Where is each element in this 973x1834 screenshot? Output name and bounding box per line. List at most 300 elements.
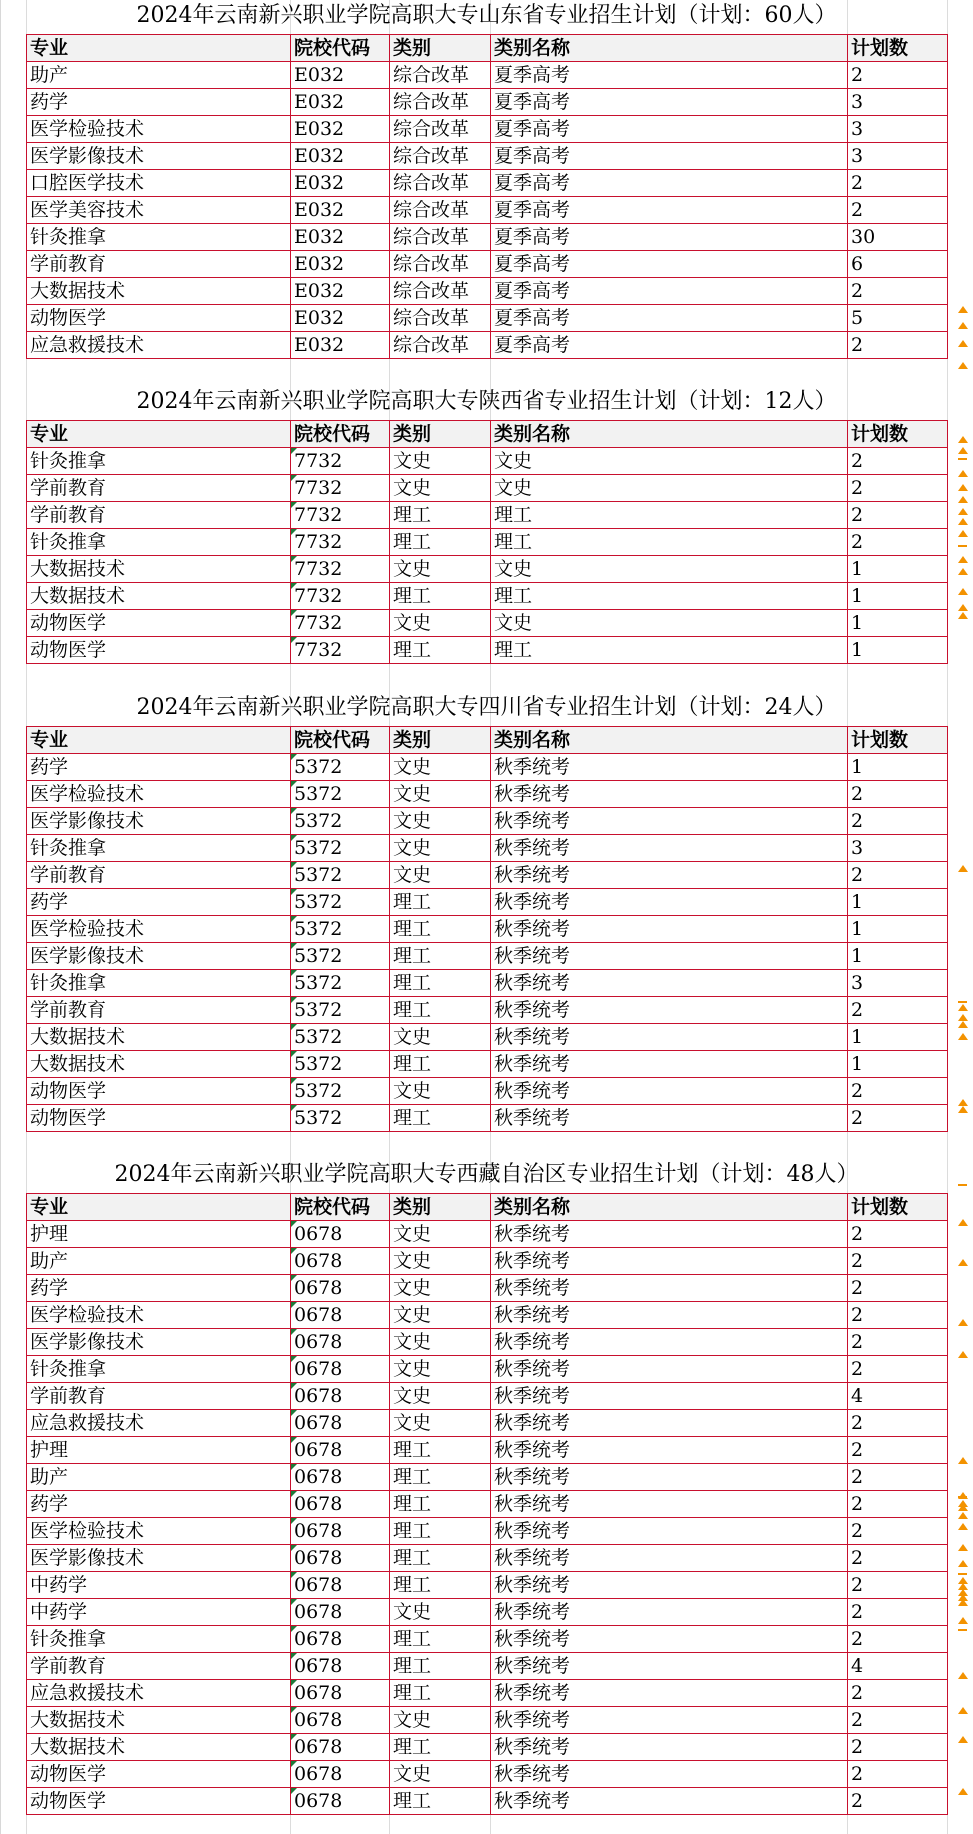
cell-category[interactable]: 理工 <box>390 1105 491 1132</box>
cell-category-name[interactable]: 秋季统考 <box>491 1383 848 1410</box>
cell-school-code[interactable]: 7732 <box>291 556 390 583</box>
cell-major[interactable]: 助产 <box>27 1248 291 1275</box>
cell-category-name[interactable]: 秋季统考 <box>491 1078 848 1105</box>
column-header[interactable]: 院校代码 <box>291 35 390 62</box>
cell-school-code[interactable]: E032 <box>291 170 390 197</box>
cell-major[interactable]: 医学检验技术 <box>27 1518 291 1545</box>
cell-plan-count[interactable]: 2 <box>848 1437 948 1464</box>
cell-category[interactable]: 理工 <box>390 1653 491 1680</box>
cell-plan-count[interactable]: 2 <box>848 502 948 529</box>
cell-plan-count[interactable]: 2 <box>848 197 948 224</box>
cell-plan-count[interactable]: 1 <box>848 637 948 664</box>
cell-plan-count[interactable]: 4 <box>848 1383 948 1410</box>
cell-category[interactable]: 综合改革 <box>390 251 491 278</box>
cell-major[interactable]: 针灸推拿 <box>27 224 291 251</box>
cell-school-code[interactable]: 7732 <box>291 637 390 664</box>
cell-category[interactable]: 理工 <box>390 997 491 1024</box>
column-header[interactable]: 类别 <box>390 1194 491 1221</box>
cell-school-code[interactable]: 7732 <box>291 610 390 637</box>
cell-school-code[interactable]: 0678 <box>291 1302 390 1329</box>
cell-category-name[interactable]: 夏季高考 <box>491 251 848 278</box>
column-header[interactable]: 专业 <box>27 35 291 62</box>
cell-category-name[interactable]: 秋季统考 <box>491 1626 848 1653</box>
cell-category-name[interactable]: 文史 <box>491 448 848 475</box>
cell-category[interactable]: 综合改革 <box>390 197 491 224</box>
cell-plan-count[interactable]: 2 <box>848 1329 948 1356</box>
cell-category-name[interactable]: 秋季统考 <box>491 1707 848 1734</box>
cell-plan-count[interactable]: 1 <box>848 889 948 916</box>
cell-school-code[interactable]: E032 <box>291 116 390 143</box>
cell-major[interactable]: 医学美容技术 <box>27 197 291 224</box>
cell-school-code[interactable]: 0678 <box>291 1464 390 1491</box>
cell-plan-count[interactable]: 2 <box>848 862 948 889</box>
cell-school-code[interactable]: E032 <box>291 197 390 224</box>
cell-category-name[interactable]: 秋季统考 <box>491 1437 848 1464</box>
cell-category-name[interactable]: 秋季统考 <box>491 1653 848 1680</box>
cell-major[interactable]: 针灸推拿 <box>27 970 291 997</box>
cell-category-name[interactable]: 文史 <box>491 556 848 583</box>
cell-plan-count[interactable]: 1 <box>848 943 948 970</box>
cell-major[interactable]: 大数据技术 <box>27 583 291 610</box>
cell-plan-count[interactable]: 2 <box>848 1275 948 1302</box>
cell-school-code[interactable]: 5372 <box>291 1105 390 1132</box>
cell-plan-count[interactable]: 2 <box>848 1464 948 1491</box>
cell-school-code[interactable]: 0678 <box>291 1491 390 1518</box>
cell-plan-count[interactable]: 2 <box>848 475 948 502</box>
cell-major[interactable]: 医学影像技术 <box>27 143 291 170</box>
cell-major[interactable]: 大数据技术 <box>27 278 291 305</box>
cell-major[interactable]: 应急救援技术 <box>27 332 291 359</box>
cell-category-name[interactable]: 秋季统考 <box>491 889 848 916</box>
cell-plan-count[interactable]: 1 <box>848 583 948 610</box>
cell-school-code[interactable]: 7732 <box>291 583 390 610</box>
cell-category-name[interactable]: 秋季统考 <box>491 1105 848 1132</box>
cell-category-name[interactable]: 秋季统考 <box>491 970 848 997</box>
cell-plan-count[interactable]: 2 <box>848 1518 948 1545</box>
cell-category[interactable]: 理工 <box>390 1788 491 1815</box>
cell-plan-count[interactable]: 3 <box>848 143 948 170</box>
cell-category[interactable]: 理工 <box>390 1734 491 1761</box>
cell-school-code[interactable]: 5372 <box>291 889 390 916</box>
cell-school-code[interactable]: E032 <box>291 278 390 305</box>
cell-major[interactable]: 学前教育 <box>27 1653 291 1680</box>
cell-major[interactable]: 应急救援技术 <box>27 1680 291 1707</box>
cell-major[interactable]: 大数据技术 <box>27 556 291 583</box>
cell-major[interactable]: 医学影像技术 <box>27 808 291 835</box>
cell-plan-count[interactable]: 2 <box>848 278 948 305</box>
cell-plan-count[interactable]: 2 <box>848 808 948 835</box>
cell-category[interactable]: 理工 <box>390 943 491 970</box>
cell-major[interactable]: 动物医学 <box>27 1761 291 1788</box>
cell-category-name[interactable]: 秋季统考 <box>491 1302 848 1329</box>
cell-major[interactable]: 医学检验技术 <box>27 1302 291 1329</box>
cell-category[interactable]: 文史 <box>390 1248 491 1275</box>
cell-category[interactable]: 理工 <box>390 502 491 529</box>
cell-plan-count[interactable]: 2 <box>848 1491 948 1518</box>
cell-category[interactable]: 综合改革 <box>390 62 491 89</box>
cell-plan-count[interactable]: 4 <box>848 1653 948 1680</box>
cell-category[interactable]: 文史 <box>390 781 491 808</box>
cell-school-code[interactable]: 0678 <box>291 1356 390 1383</box>
cell-school-code[interactable]: 7732 <box>291 529 390 556</box>
cell-school-code[interactable]: 5372 <box>291 862 390 889</box>
column-header[interactable]: 专业 <box>27 727 291 754</box>
cell-plan-count[interactable]: 1 <box>848 610 948 637</box>
cell-category-name[interactable]: 夏季高考 <box>491 143 848 170</box>
column-header[interactable]: 专业 <box>27 1194 291 1221</box>
column-header[interactable]: 类别名称 <box>491 421 848 448</box>
cell-school-code[interactable]: 5372 <box>291 970 390 997</box>
cell-plan-count[interactable]: 3 <box>848 116 948 143</box>
cell-plan-count[interactable]: 2 <box>848 1545 948 1572</box>
cell-school-code[interactable]: 0678 <box>291 1437 390 1464</box>
cell-category-name[interactable]: 夏季高考 <box>491 170 848 197</box>
cell-category-name[interactable]: 夏季高考 <box>491 197 848 224</box>
cell-major[interactable]: 学前教育 <box>27 1383 291 1410</box>
cell-category[interactable]: 文史 <box>390 556 491 583</box>
cell-major[interactable]: 医学检验技术 <box>27 116 291 143</box>
cell-category-name[interactable]: 秋季统考 <box>491 1051 848 1078</box>
cell-major[interactable]: 学前教育 <box>27 475 291 502</box>
cell-category[interactable]: 理工 <box>390 970 491 997</box>
column-header[interactable]: 类别名称 <box>491 1194 848 1221</box>
cell-category-name[interactable]: 秋季统考 <box>491 1734 848 1761</box>
cell-plan-count[interactable]: 2 <box>848 332 948 359</box>
cell-major[interactable]: 学前教育 <box>27 502 291 529</box>
cell-category[interactable]: 综合改革 <box>390 116 491 143</box>
cell-plan-count[interactable]: 1 <box>848 1051 948 1078</box>
column-header[interactable]: 院校代码 <box>291 1194 390 1221</box>
cell-plan-count[interactable]: 2 <box>848 1572 948 1599</box>
cell-category-name[interactable]: 秋季统考 <box>491 1788 848 1815</box>
cell-major[interactable]: 大数据技术 <box>27 1051 291 1078</box>
cell-category[interactable]: 理工 <box>390 1572 491 1599</box>
cell-category-name[interactable]: 秋季统考 <box>491 1356 848 1383</box>
column-header[interactable]: 类别名称 <box>491 35 848 62</box>
cell-school-code[interactable]: 0678 <box>291 1248 390 1275</box>
cell-school-code[interactable]: 0678 <box>291 1518 390 1545</box>
cell-major[interactable]: 中药学 <box>27 1599 291 1626</box>
cell-category[interactable]: 理工 <box>390 1491 491 1518</box>
cell-category-name[interactable]: 理工 <box>491 529 848 556</box>
cell-category[interactable]: 文史 <box>390 1024 491 1051</box>
cell-major[interactable]: 护理 <box>27 1221 291 1248</box>
cell-major[interactable]: 医学影像技术 <box>27 1329 291 1356</box>
cell-major[interactable]: 针灸推拿 <box>27 1626 291 1653</box>
cell-category-name[interactable]: 秋季统考 <box>491 1518 848 1545</box>
cell-school-code[interactable]: E032 <box>291 224 390 251</box>
column-header[interactable]: 计划数 <box>848 727 948 754</box>
cell-school-code[interactable]: 0678 <box>291 1761 390 1788</box>
cell-category[interactable]: 理工 <box>390 1680 491 1707</box>
cell-major[interactable]: 大数据技术 <box>27 1024 291 1051</box>
cell-major[interactable]: 药学 <box>27 754 291 781</box>
cell-category[interactable]: 综合改革 <box>390 305 491 332</box>
cell-major[interactable]: 动物医学 <box>27 1788 291 1815</box>
column-header[interactable]: 院校代码 <box>291 421 390 448</box>
cell-school-code[interactable]: 5372 <box>291 1024 390 1051</box>
cell-school-code[interactable]: 5372 <box>291 808 390 835</box>
cell-category-name[interactable]: 秋季统考 <box>491 1599 848 1626</box>
cell-plan-count[interactable]: 3 <box>848 970 948 997</box>
cell-category-name[interactable]: 秋季统考 <box>491 1491 848 1518</box>
cell-category-name[interactable]: 夏季高考 <box>491 62 848 89</box>
cell-category[interactable]: 综合改革 <box>390 224 491 251</box>
cell-major[interactable]: 动物医学 <box>27 610 291 637</box>
column-header[interactable]: 计划数 <box>848 421 948 448</box>
cell-major[interactable]: 动物医学 <box>27 1078 291 1105</box>
cell-category[interactable]: 理工 <box>390 916 491 943</box>
cell-plan-count[interactable]: 2 <box>848 1761 948 1788</box>
cell-plan-count[interactable]: 1 <box>848 1024 948 1051</box>
cell-category[interactable]: 理工 <box>390 1545 491 1572</box>
cell-category[interactable]: 理工 <box>390 889 491 916</box>
cell-plan-count[interactable]: 2 <box>848 170 948 197</box>
cell-category[interactable]: 文史 <box>390 1275 491 1302</box>
cell-major[interactable]: 口腔医学技术 <box>27 170 291 197</box>
cell-category-name[interactable]: 秋季统考 <box>491 754 848 781</box>
cell-school-code[interactable]: 7732 <box>291 475 390 502</box>
cell-school-code[interactable]: E032 <box>291 305 390 332</box>
cell-category[interactable]: 文史 <box>390 1221 491 1248</box>
cell-plan-count[interactable]: 2 <box>848 1626 948 1653</box>
cell-category[interactable]: 文史 <box>390 1761 491 1788</box>
cell-plan-count[interactable]: 3 <box>848 835 948 862</box>
cell-major[interactable]: 药学 <box>27 889 291 916</box>
cell-plan-count[interactable]: 1 <box>848 916 948 943</box>
cell-school-code[interactable]: 5372 <box>291 835 390 862</box>
cell-school-code[interactable]: E032 <box>291 89 390 116</box>
cell-plan-count[interactable]: 2 <box>848 448 948 475</box>
cell-school-code[interactable]: 0678 <box>291 1599 390 1626</box>
cell-major[interactable]: 动物医学 <box>27 305 291 332</box>
cell-school-code[interactable]: 0678 <box>291 1410 390 1437</box>
cell-major[interactable]: 动物医学 <box>27 637 291 664</box>
cell-major[interactable]: 药学 <box>27 1491 291 1518</box>
cell-category-name[interactable]: 秋季统考 <box>491 1221 848 1248</box>
cell-plan-count[interactable]: 2 <box>848 1078 948 1105</box>
cell-category[interactable]: 文史 <box>390 808 491 835</box>
cell-major[interactable]: 医学影像技术 <box>27 1545 291 1572</box>
cell-category[interactable]: 理工 <box>390 1626 491 1653</box>
cell-category-name[interactable]: 理工 <box>491 583 848 610</box>
cell-category-name[interactable]: 理工 <box>491 502 848 529</box>
cell-category[interactable]: 文史 <box>390 835 491 862</box>
table-row <box>27 1221 948 1248</box>
cell-school-code[interactable]: 0678 <box>291 1383 390 1410</box>
cell-plan-count[interactable]: 2 <box>848 1680 948 1707</box>
cell-major[interactable]: 助产 <box>27 62 291 89</box>
column-header[interactable]: 专业 <box>27 421 291 448</box>
cell-category-name[interactable]: 秋季统考 <box>491 943 848 970</box>
cell-category[interactable]: 理工 <box>390 1437 491 1464</box>
cell-category[interactable]: 理工 <box>390 583 491 610</box>
cell-category[interactable]: 文史 <box>390 1707 491 1734</box>
cell-school-code[interactable]: 5372 <box>291 781 390 808</box>
cell-category[interactable]: 文史 <box>390 1329 491 1356</box>
cell-category[interactable]: 理工 <box>390 1051 491 1078</box>
cell-major[interactable]: 助产 <box>27 1464 291 1491</box>
column-header[interactable]: 院校代码 <box>291 727 390 754</box>
cell-major[interactable]: 应急救援技术 <box>27 1410 291 1437</box>
cell-major[interactable]: 动物医学 <box>27 1105 291 1132</box>
column-header[interactable]: 类别名称 <box>491 727 848 754</box>
cell-school-code[interactable]: 5372 <box>291 1078 390 1105</box>
cell-category[interactable]: 综合改革 <box>390 143 491 170</box>
cell-category[interactable]: 文史 <box>390 1302 491 1329</box>
cell-category-name[interactable]: 夏季高考 <box>491 278 848 305</box>
cell-category[interactable]: 综合改革 <box>390 278 491 305</box>
cell-plan-count[interactable]: 2 <box>848 997 948 1024</box>
cell-category[interactable]: 综合改革 <box>390 332 491 359</box>
cell-category-name[interactable]: 秋季统考 <box>491 835 848 862</box>
cell-school-code[interactable]: 5372 <box>291 1051 390 1078</box>
column-header[interactable]: 计划数 <box>848 1194 948 1221</box>
cell-major[interactable]: 药学 <box>27 89 291 116</box>
cell-category-name[interactable]: 秋季统考 <box>491 1275 848 1302</box>
column-header[interactable]: 计划数 <box>848 35 948 62</box>
cell-category-name[interactable]: 夏季高考 <box>491 305 848 332</box>
cell-major[interactable]: 大数据技术 <box>27 1734 291 1761</box>
cell-plan-count[interactable]: 2 <box>848 1221 948 1248</box>
cell-category[interactable]: 文史 <box>390 1383 491 1410</box>
cell-school-code[interactable]: 0678 <box>291 1680 390 1707</box>
cell-plan-count[interactable]: 1 <box>848 556 948 583</box>
cell-school-code[interactable]: E032 <box>291 332 390 359</box>
cell-major[interactable]: 医学检验技术 <box>27 781 291 808</box>
cell-category[interactable]: 文史 <box>390 448 491 475</box>
cell-plan-count[interactable]: 2 <box>848 62 948 89</box>
cell-school-code[interactable]: E032 <box>291 251 390 278</box>
cell-major[interactable]: 学前教育 <box>27 862 291 889</box>
cell-category[interactable]: 文史 <box>390 1078 491 1105</box>
cell-category[interactable]: 文史 <box>390 610 491 637</box>
cell-major[interactable]: 医学影像技术 <box>27 943 291 970</box>
cell-category-name[interactable]: 文史 <box>491 475 848 502</box>
plan-table <box>26 726 948 1132</box>
cell-school-code[interactable]: 0678 <box>291 1275 390 1302</box>
cell-category-name[interactable]: 夏季高考 <box>491 332 848 359</box>
cell-major[interactable]: 针灸推拿 <box>27 529 291 556</box>
cell-school-code[interactable]: 0678 <box>291 1734 390 1761</box>
cell-school-code[interactable]: 5372 <box>291 943 390 970</box>
cell-major[interactable]: 护理 <box>27 1437 291 1464</box>
cell-plan-count[interactable]: 2 <box>848 1410 948 1437</box>
cell-category-name[interactable]: 秋季统考 <box>491 1329 848 1356</box>
cell-category-name[interactable]: 秋季统考 <box>491 1248 848 1275</box>
cell-category[interactable]: 文史 <box>390 1410 491 1437</box>
cell-school-code[interactable]: 5372 <box>291 754 390 781</box>
cell-major[interactable]: 大数据技术 <box>27 1707 291 1734</box>
cell-school-code[interactable]: 5372 <box>291 916 390 943</box>
cell-category-name[interactable]: 秋季统考 <box>491 1024 848 1051</box>
cell-school-code[interactable]: 0678 <box>291 1221 390 1248</box>
cell-category-name[interactable]: 文史 <box>491 610 848 637</box>
cell-category-name[interactable]: 秋季统考 <box>491 1761 848 1788</box>
cell-category-name[interactable]: 秋季统考 <box>491 1680 848 1707</box>
cell-major[interactable]: 医学检验技术 <box>27 916 291 943</box>
cell-plan-count[interactable]: 2 <box>848 1105 948 1132</box>
cell-plan-count[interactable]: 2 <box>848 1599 948 1626</box>
cell-category-name[interactable]: 夏季高考 <box>491 89 848 116</box>
cell-school-code[interactable]: 0678 <box>291 1572 390 1599</box>
comment-marker-icon <box>958 588 968 595</box>
cell-category-name[interactable]: 夏季高考 <box>491 116 848 143</box>
cell-plan-count[interactable]: 2 <box>848 1707 948 1734</box>
cell-school-code[interactable]: 0678 <box>291 1653 390 1680</box>
cell-school-code[interactable]: 0678 <box>291 1626 390 1653</box>
table-row <box>27 556 948 583</box>
cell-major[interactable]: 学前教育 <box>27 997 291 1024</box>
cell-category-name[interactable]: 夏季高考 <box>491 224 848 251</box>
cell-major[interactable]: 药学 <box>27 1275 291 1302</box>
cell-category-name[interactable]: 秋季统考 <box>491 1545 848 1572</box>
cell-school-code[interactable]: 0678 <box>291 1545 390 1572</box>
cell-category-name[interactable]: 秋季统考 <box>491 862 848 889</box>
cell-plan-count[interactable]: 2 <box>848 529 948 556</box>
cell-category[interactable]: 文史 <box>390 475 491 502</box>
cell-plan-count[interactable]: 2 <box>848 781 948 808</box>
cell-category-name[interactable]: 理工 <box>491 637 848 664</box>
cell-category[interactable]: 理工 <box>390 637 491 664</box>
cell-major[interactable]: 中药学 <box>27 1572 291 1599</box>
cell-major[interactable]: 针灸推拿 <box>27 1356 291 1383</box>
cell-category[interactable]: 理工 <box>390 1464 491 1491</box>
cell-category[interactable]: 理工 <box>390 1518 491 1545</box>
cell-category[interactable]: 综合改革 <box>390 89 491 116</box>
cell-plan-count[interactable]: 1 <box>848 754 948 781</box>
cell-plan-count[interactable]: 3 <box>848 89 948 116</box>
cell-school-code[interactable]: 7732 <box>291 448 390 475</box>
cell-school-code[interactable]: 5372 <box>291 997 390 1024</box>
column-header[interactable]: 类别 <box>390 35 491 62</box>
cell-plan-count[interactable]: 2 <box>848 1302 948 1329</box>
cell-school-code[interactable]: E032 <box>291 62 390 89</box>
cell-category-name[interactable]: 秋季统考 <box>491 997 848 1024</box>
cell-school-code[interactable]: 7732 <box>291 502 390 529</box>
cell-category[interactable]: 理工 <box>390 529 491 556</box>
cell-plan-count[interactable]: 6 <box>848 251 948 278</box>
cell-major[interactable]: 针灸推拿 <box>27 448 291 475</box>
cell-category-name[interactable]: 秋季统考 <box>491 781 848 808</box>
cell-plan-count[interactable]: 2 <box>848 1788 948 1815</box>
cell-school-code[interactable]: E032 <box>291 143 390 170</box>
cell-plan-count[interactable]: 2 <box>848 1734 948 1761</box>
cell-plan-count[interactable]: 30 <box>848 224 948 251</box>
cell-major[interactable]: 针灸推拿 <box>27 835 291 862</box>
cell-category[interactable]: 文史 <box>390 1599 491 1626</box>
cell-category-name[interactable]: 秋季统考 <box>491 1410 848 1437</box>
cell-plan-count[interactable]: 5 <box>848 305 948 332</box>
cell-school-code[interactable]: 0678 <box>291 1329 390 1356</box>
cell-school-code[interactable]: 0678 <box>291 1707 390 1734</box>
table-row <box>27 970 948 997</box>
cell-category-name[interactable]: 秋季统考 <box>491 1572 848 1599</box>
cell-category[interactable]: 综合改革 <box>390 170 491 197</box>
column-header[interactable]: 类别 <box>390 421 491 448</box>
cell-plan-count[interactable]: 2 <box>848 1248 948 1275</box>
column-header[interactable]: 类别 <box>390 727 491 754</box>
cell-school-code[interactable]: 0678 <box>291 1788 390 1815</box>
cell-category-name[interactable]: 秋季统考 <box>491 916 848 943</box>
cell-category[interactable]: 文史 <box>390 862 491 889</box>
cell-major[interactable]: 学前教育 <box>27 251 291 278</box>
cell-plan-count[interactable]: 2 <box>848 1356 948 1383</box>
cell-category[interactable]: 文史 <box>390 754 491 781</box>
cell-category-name[interactable]: 秋季统考 <box>491 1464 848 1491</box>
cell-category[interactable]: 文史 <box>390 1356 491 1383</box>
cell-category-name[interactable]: 秋季统考 <box>491 808 848 835</box>
